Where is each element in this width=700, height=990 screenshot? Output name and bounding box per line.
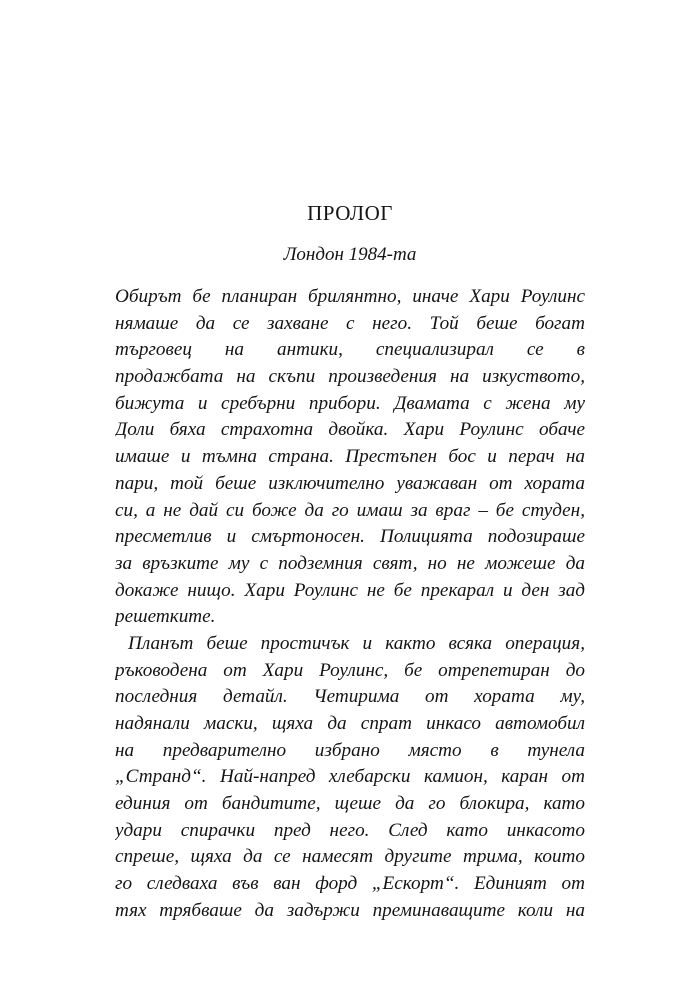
text-line: последния детайл. Четирима от хората му, xyxy=(115,686,585,708)
text-line: надянали маски, щяха да спрат инкасо автомобил xyxy=(115,713,585,734)
text-line: за връзките му с подземния свят, но не можеше да xyxy=(115,552,585,574)
text-line: го следваха във ван форд „Ескорт“. Единият от xyxy=(115,873,585,895)
text-line: продажбата на скъпи произведения на изкуството, xyxy=(115,366,585,388)
text-line: пари, той беше изключително уважаван от хората xyxy=(115,472,585,494)
text-line: ръководена от Хари Роулинс, бе отрепетиран до xyxy=(115,659,585,681)
text-line: Доли бяха страхотна двойка. Хари Роулинс обаче xyxy=(115,419,585,441)
text-line: удари спирачки пред него. След като инкасото xyxy=(115,819,585,841)
text-line: докаже нищо. Хари Роулинс не бе прекарал и ден зад xyxy=(115,579,585,601)
text-line: си, а не дай си боже да го имаш за враг – бе студен, xyxy=(115,499,585,521)
chapter-subtitle: Лондон 1984-та xyxy=(283,244,417,265)
chapter-title: ПРОЛОГ xyxy=(307,201,393,225)
text-line: спреше, щяха да се намесят другите трима, които xyxy=(115,846,585,868)
text-line: пресметлив и смъртоносен. Полицията подозираше xyxy=(115,526,585,548)
text-line: „Странд“. Най-напред хлебарски камион, каран от xyxy=(115,766,585,788)
text-line: единия от бандитите, щеше да го блокира, като xyxy=(115,793,585,815)
text-line: нямаше да се захване с него. Той беше богат xyxy=(115,312,585,334)
text-line: имаше и тъмна страна. Престъпен бос и перач на xyxy=(115,446,585,468)
text-line: бижута и сребърни прибори. Двамата с жена му xyxy=(115,392,585,414)
text-line: тях трябваше да задържи преминаващите коли на xyxy=(115,899,585,921)
text-line: на предварително избрано място в тунела xyxy=(115,739,585,761)
text-line: решетките. xyxy=(115,606,216,628)
text-line: търговец на антики, специализирал се в xyxy=(115,339,585,361)
paragraph-start-line: Планът беше простичък и както всяка операция, xyxy=(128,632,585,654)
text-line: Обирът бе планиран брилянтно, иначе Хари Роулинс xyxy=(115,286,585,307)
body-text xyxy=(115,284,585,925)
